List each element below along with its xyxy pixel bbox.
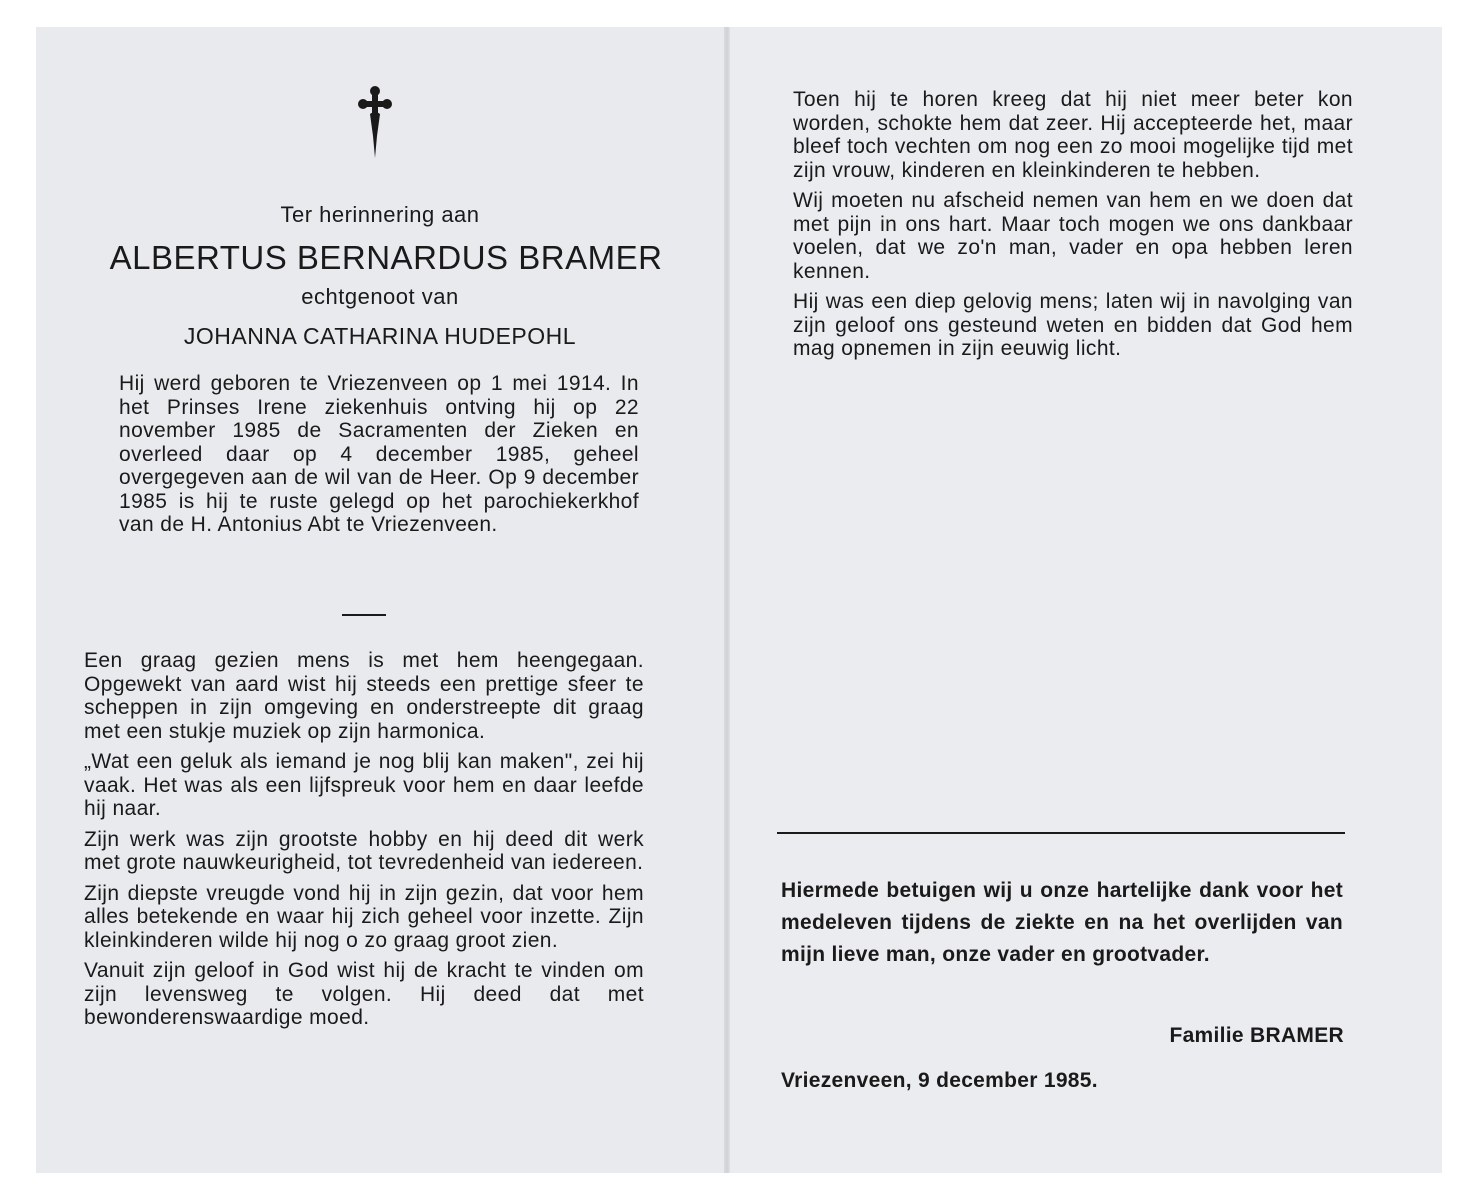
farewell-paragraph: Hij was een diep gelovig mens; laten wij in navolging van zijn geloof ons gesteund weten en bidden dat God hem mag opnemen in zijn eeuwig licht. (793, 290, 1353, 360)
deceased-name: ALBERTUS BERNARDUS BRAMER (109, 239, 663, 276)
divider (777, 832, 1345, 834)
spouse-line: echtgenoot van (301, 284, 459, 309)
farewell-paragraph: Wij moeten nu afscheid nemen van hem en we doen dat met pijn in ons hart. Maar toch mogen we ons dankbaar voelen, dat we zo'n man, vader en opa hebben leren kennen. (793, 189, 1353, 283)
cross-icon (355, 84, 395, 160)
thanks-paragraph: Hiermede betuigen wij u onze hartelijke dank voor het medeleven tijdens de ziekte en na het overlijden van mijn lieve man, onze vader en grootvader. (781, 879, 1343, 966)
divider (342, 614, 386, 616)
signature: Familie BRAMER (1169, 1024, 1344, 1047)
tribute-paragraph: Een graag gezien mens is met hem heengegaan. Opgewekt van aard wist hij steeds een prettige sfeer te scheppen in zijn omgeving en onderstreepte dit graag met een stukje muziek op zijn harmonica. (84, 649, 644, 743)
tribute-paragraph: Zijn werk was zijn grootste hobby en hij deed dit werk met grote nauwkeurigheid, tot tevredenheid van iedereen. (84, 827, 644, 874)
place-date: Vriezenveen, 9 december 1985. (781, 1069, 1098, 1092)
left-page (36, 27, 724, 1173)
tribute-paragraph: Zijn diepste vreugde vond hij in zijn gezin, dat voor hem alles betekende en waar hij zich geheel voor inzette. Zijn kleinkinderen wilde hij nog o zo graag groot zien. (84, 881, 644, 952)
spouse-name: JOHANNA CATHARINA HUDEPOHL (183, 323, 577, 349)
right-page-body (793, 88, 1353, 368)
memory-line: Ter herinnering aan (280, 202, 480, 227)
tribute-paragraph: Vanuit zijn geloof in God wist hij de kracht te vinden om zijn levensweg te volgen. Hij deed dat met bewonderenswaardige moed. (84, 959, 644, 1029)
farewell-paragraph: Toen hij te horen kreeg dat hij niet meer beter kon worden, schokte hem dat zeer. Hij accepteerde het, maar bleef toch vechten om nog een zo mooi mogelijke tijd met zijn vrouw, kinderen en kleinkinderen te hebben. (793, 88, 1353, 182)
tribute-paragraph: „Wat een geluk als iemand je nog blij kan maken", zei hij vaak. Het was als een lijfspreuk voor hem en daar leefde hij naar. (84, 750, 644, 820)
left-page-body (84, 649, 644, 1037)
biography-paragraph: Hij werd geboren te Vriezenveen op 1 mei 1914. In het Prinses Irene ziekenhuis ontving hij op 22 november 1985 de Sacramenten der Zieken en overleed daar op 4 december 1985, geheel overgegeven aan de wil van de Heer. Op 9 december 1985 is hij te ruste gelegd op het parochiekerkhof van de H. Antonius Abt te Vriezenveen. (119, 372, 639, 536)
